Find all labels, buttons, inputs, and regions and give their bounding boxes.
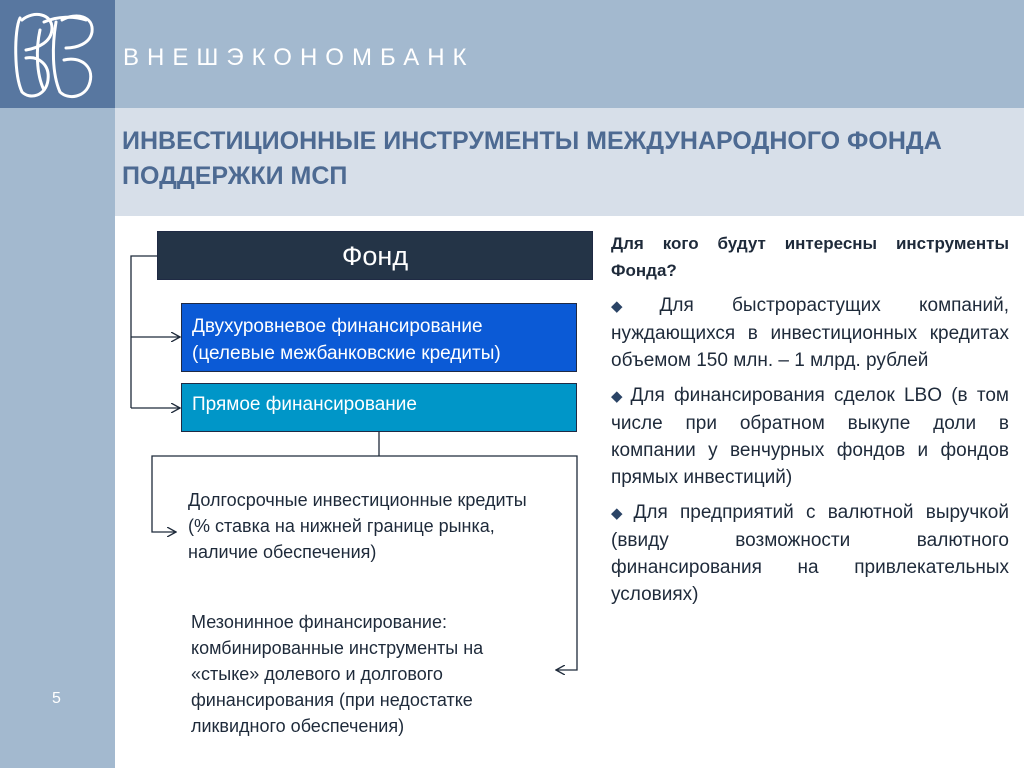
audience-item: ◆ Для предприятий с валютной выручкой (ввиду возможности валютного финансирования на привлекательных условиях) [611, 502, 1009, 605]
page-number: 5 [52, 690, 61, 707]
diamond-bullet-icon: ◆ [611, 388, 627, 405]
bank-name: ВНЕШЭКОНОМБАНК [123, 44, 475, 71]
direct-financing-box: Прямое финансирование [181, 383, 577, 432]
audience-item: ◆ Для быстрорастущих компаний, нуждающихся в инвестиционных кредитах объемом 150 млн. – 1 млрд. рублей [611, 295, 1009, 371]
audience-item: ◆ Для финансирования сделок LBO (в том числе при обратном выкупе доли в компании у венчурных фондов и фондов прямых инвестиций) [611, 385, 1009, 488]
diamond-bullet-icon: ◆ [611, 298, 656, 315]
connector-fond-spine [131, 256, 157, 408]
target-audience-panel [611, 230, 1009, 616]
two-level-financing-box: Двухуровневое финансирование (целевые межбанковские кредиты) [181, 303, 577, 372]
long-term-credits-text: Долгосрочные инвестиционные кредиты (% ставка на нижней границе рынка, наличие обеспечения) [188, 490, 527, 562]
mezzanine-financing-text: Мезонинное финансирование: комбинированные инструменты на «стыке» долевого и долгового финансирования (при недостатке ликвидного обеспечения) [191, 612, 484, 736]
diamond-bullet-icon: ◆ [611, 505, 630, 522]
fund-box: Фонд [157, 231, 593, 280]
audience-question: Для кого будут интересны инструменты Фонда? [611, 234, 1009, 280]
slide-title: ИНВЕСТИЦИОННЫЕ ИНСТРУМЕНТЫ МЕЖДУНАРОДНОГО ФОНДА ПОДДЕРЖКИ МСП [122, 127, 942, 190]
